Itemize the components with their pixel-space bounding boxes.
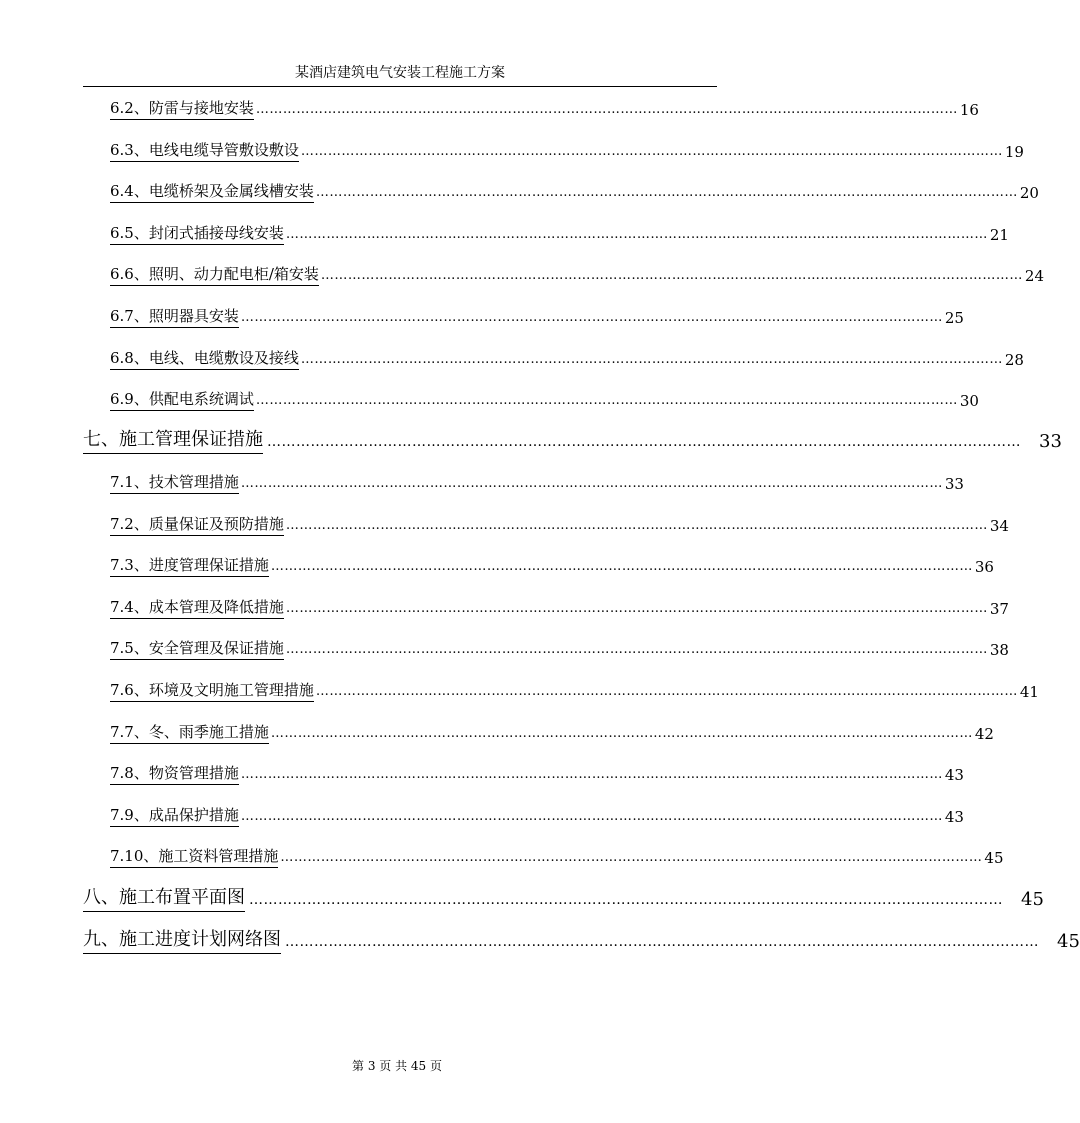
- toc-leader-dots: …………………………………………………………………………………………………………………………………………: [270, 726, 973, 741]
- toc-entry-page: 36: [974, 558, 994, 576]
- toc-entry-page: 33: [1039, 431, 1062, 452]
- toc-entry[interactable]: [110, 264, 1045, 286]
- toc-entry-page: 43: [944, 808, 964, 826]
- toc-leader-dots: …………………………………………………………………………………………………………………………………………: [300, 144, 1003, 159]
- toc-entry-page: 41: [1019, 683, 1039, 701]
- toc-entry-label: 7.2、质量保证及预防措施: [110, 514, 284, 536]
- toc-chapter-entry[interactable]: [83, 886, 1044, 912]
- toc-entry-label: 八、施工布置平面图: [83, 886, 245, 912]
- toc-entry[interactable]: [110, 805, 964, 827]
- toc-entry[interactable]: [110, 597, 1009, 619]
- toc-entry-label: 6.2、防雷与接地安装: [110, 98, 254, 120]
- toc-entry-label: 6.7、照明器具安装: [110, 306, 239, 328]
- toc-entry[interactable]: [110, 514, 1009, 536]
- toc-entry-page: 28: [1004, 351, 1024, 369]
- toc-entry-label: 7.4、成本管理及降低措施: [110, 597, 284, 619]
- toc-leader-dots: …………………………………………………………………………………………………………………………………………: [315, 684, 1018, 699]
- toc-leader-dots: …………………………………………………………………………………………………………………………………………: [285, 642, 988, 657]
- toc-chapter-entry[interactable]: [83, 428, 1062, 454]
- toc-entry[interactable]: [110, 638, 1009, 660]
- toc-leader-dots: …………………………………………………………………………………………………………………………………………: [285, 934, 1039, 950]
- toc-leader-dots: …………………………………………………………………………………………………………………………………………: [315, 185, 1018, 200]
- toc-entry[interactable]: [110, 140, 1024, 162]
- toc-entry[interactable]: [110, 846, 1004, 868]
- toc-leader-dots: …………………………………………………………………………………………………………………………………………: [267, 434, 1021, 450]
- toc-entry-page: 34: [989, 517, 1009, 535]
- toc-entry-label: 6.4、电缆桥架及金属线槽安装: [110, 181, 314, 203]
- toc-entry-label: 7.9、成品保护措施: [110, 805, 239, 827]
- toc-entry-label: 九、施工进度计划网络图: [83, 928, 281, 954]
- page-footer: [0, 1057, 794, 1074]
- toc-entry[interactable]: [110, 348, 1024, 370]
- toc-entry-label: 7.7、冬、雨季施工措施: [110, 722, 269, 744]
- toc-leader-dots: …………………………………………………………………………………………………………………………………………: [285, 601, 988, 616]
- toc-entry[interactable]: [110, 181, 1039, 203]
- toc-entry-label: 7.1、技术管理措施: [110, 472, 239, 494]
- toc-entry-page: 33: [944, 475, 964, 493]
- toc-entry-page: 20: [1019, 184, 1039, 202]
- toc-leader-dots: …………………………………………………………………………………………………………………………………………: [255, 393, 958, 408]
- toc-entry-label: 7.8、物资管理措施: [110, 763, 239, 785]
- toc-entry-page: 30: [959, 392, 979, 410]
- toc-entry-label: 6.3、电线电缆导管敷设敷设: [110, 140, 299, 162]
- toc-entry-page: 38: [989, 641, 1009, 659]
- toc-entry-page: 45: [1021, 889, 1044, 910]
- toc-entry[interactable]: [110, 223, 1009, 245]
- toc-entry[interactable]: [110, 555, 994, 577]
- toc-entry-page: 45: [984, 849, 1004, 867]
- toc-leader-dots: …………………………………………………………………………………………………………………………………………: [285, 518, 988, 533]
- toc-leader-dots: …………………………………………………………………………………………………………………………………………: [280, 850, 983, 865]
- toc-leader-dots: …………………………………………………………………………………………………………………………………………: [240, 310, 943, 325]
- toc-entry-label: 七、施工管理保证措施: [83, 428, 263, 454]
- toc-entry[interactable]: [110, 763, 964, 785]
- toc-entry[interactable]: [110, 306, 964, 328]
- toc-leader-dots: …………………………………………………………………………………………………………………………………………: [270, 559, 973, 574]
- toc-entry-label: 6.6、照明、动力配电柜/箱安装: [110, 264, 319, 286]
- toc-entry[interactable]: [110, 722, 994, 744]
- toc-leader-dots: …………………………………………………………………………………………………………………………………………: [240, 809, 943, 824]
- toc-entry[interactable]: [110, 472, 964, 494]
- toc-entry-label: 6.8、电线、电缆敷设及接线: [110, 348, 299, 370]
- toc-chapter-entry[interactable]: [83, 928, 1080, 954]
- toc-entry-page: 37: [989, 600, 1009, 618]
- toc-entry-page: 43: [944, 766, 964, 784]
- toc-entry-page: 19: [1004, 143, 1024, 161]
- toc-entry[interactable]: [110, 680, 1039, 702]
- document-title: 某酒店建筑电气安装工程施工方案: [295, 65, 505, 81]
- toc-entry-label: 7.5、安全管理及保证措施: [110, 638, 284, 660]
- toc-leader-dots: …………………………………………………………………………………………………………………………………………: [255, 102, 958, 117]
- toc-leader-dots: …………………………………………………………………………………………………………………………………………: [320, 268, 1023, 283]
- toc-entry-page: 42: [974, 725, 994, 743]
- toc-leader-dots: …………………………………………………………………………………………………………………………………………: [240, 476, 943, 491]
- toc-entry-label: 7.10、施工资料管理措施: [110, 846, 278, 868]
- toc-entry-page: 21: [989, 226, 1009, 244]
- toc-entry-label: 7.6、环境及文明施工管理措施: [110, 680, 314, 702]
- toc-leader-dots: …………………………………………………………………………………………………………………………………………: [285, 227, 988, 242]
- toc-entry-page: 45: [1057, 931, 1080, 952]
- toc-entry-page: 25: [944, 309, 964, 327]
- toc-entry[interactable]: [110, 98, 979, 120]
- toc-entry-page: 16: [959, 101, 979, 119]
- toc-entry-label: 6.5、封闭式插接母线安装: [110, 223, 284, 245]
- toc-entry-page: 24: [1024, 267, 1045, 285]
- toc-entry[interactable]: [110, 389, 979, 411]
- toc-entry-label: 7.3、进度管理保证措施: [110, 555, 269, 577]
- toc-leader-dots: …………………………………………………………………………………………………………………………………………: [240, 767, 943, 782]
- toc-entry-label: 6.9、供配电系统调试: [110, 389, 254, 411]
- toc-leader-dots: …………………………………………………………………………………………………………………………………………: [249, 892, 1003, 908]
- page-number-text: 第 3 页 共 45 页: [352, 1059, 442, 1073]
- toc-leader-dots: …………………………………………………………………………………………………………………………………………: [300, 352, 1003, 367]
